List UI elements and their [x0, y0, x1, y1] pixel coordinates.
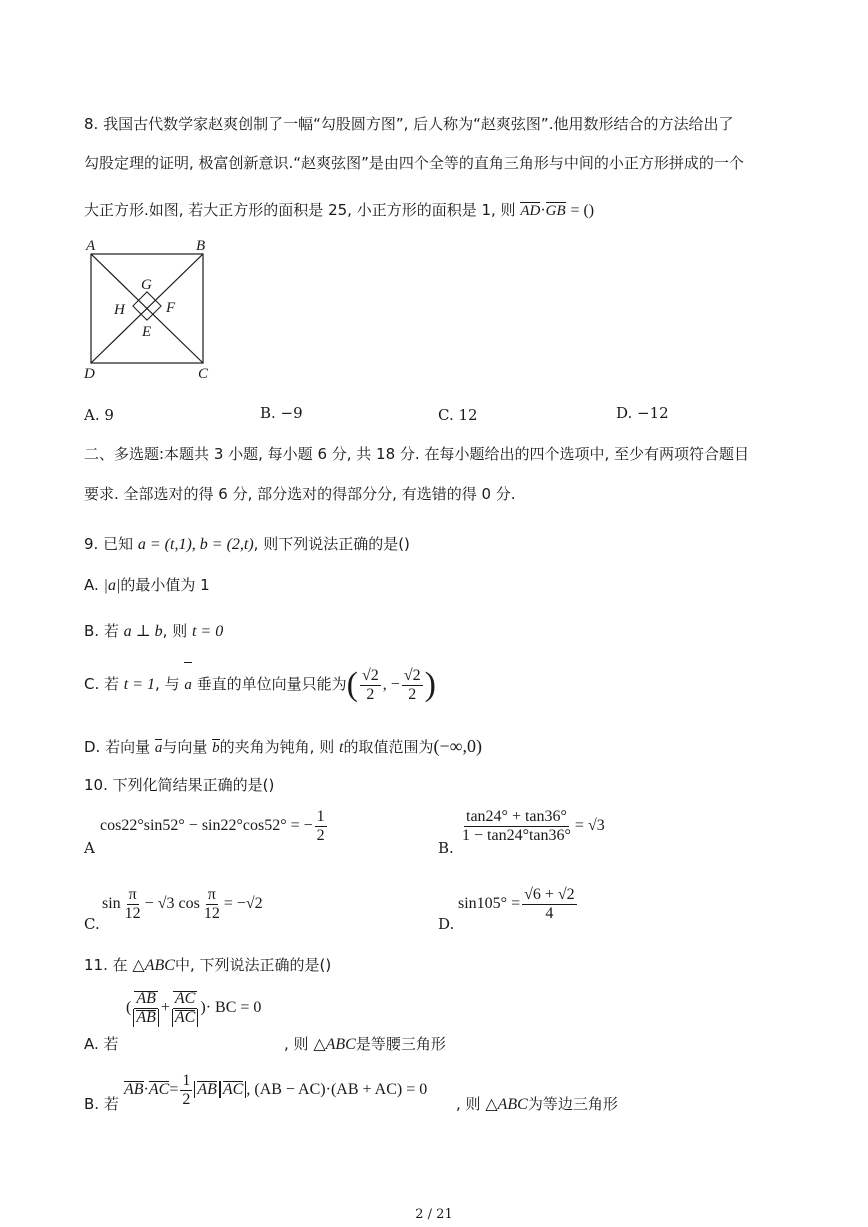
q9-option-c: C. 若 t = 1, 与 a 垂直的单位向量只能为( $\frac{√2}{2}$ , − $\frac{√2}{2}$ )	[84, 660, 436, 709]
zhao-shuang-figure	[82, 236, 222, 382]
q8-line1: 8. 我国古代数学家赵爽创制了一幅“勾股圆方图”, 后人称为“赵爽弦图”.他用数形结合的方法给出了	[84, 115, 734, 133]
label-A: A	[86, 238, 96, 254]
label-G: G	[141, 277, 152, 293]
label-D: D	[84, 366, 95, 382]
q8-line2: 勾股定理的证明, 极富创新意识.“赵爽弦图”是由四个全等的直角三角形与中间的小正方形拼成的一个	[84, 154, 744, 172]
page-number: 2 / 21	[415, 1207, 453, 1222]
label-F: F	[166, 300, 176, 316]
label-B: B	[196, 238, 206, 254]
q11-stem: 11. 在 △ABC中, 下列说法正确的是()	[84, 956, 332, 974]
q8-line3: 大正方形.如图, 若大正方形的面积是 25, 小正方形的面积是 1, 则 AD·GB = ()	[84, 201, 595, 219]
q9-option-b: B. 若 a ⊥ b, 则 t = 0	[84, 622, 224, 640]
q8-option-a: A. 9	[84, 406, 114, 424]
label-C: C	[198, 366, 209, 382]
q9-option-d: D. 若向量 a与向量 b的夹角为钝角, 则 t的取值范围为(−∞,0)	[84, 736, 482, 756]
q9-option-a: A. |a|的最小值为 1	[84, 576, 210, 594]
label-H: H	[114, 302, 125, 318]
q8-option-d: D. −12	[616, 404, 669, 422]
section2-line2: 要求. 全部选对的得 6 分, 部分选对的得部分分, 有选错的得 0 分.	[84, 485, 516, 503]
q9-stem: 9. 已知 a = (t,1), b = (2,t), 则下列说法正确的是()	[84, 535, 410, 553]
q8-option-c: C. 12	[438, 406, 478, 424]
section2-line1: 二、多选题:本题共 3 小题, 每小题 6 分, 共 18 分. 在每小题给出的四个选项中, 至少有两项符合题目	[84, 445, 749, 463]
q10-stem: 10. 下列化简结果正确的是()	[84, 776, 275, 794]
q8-option-b: B. −9	[260, 404, 303, 422]
label-E: E	[142, 324, 152, 340]
